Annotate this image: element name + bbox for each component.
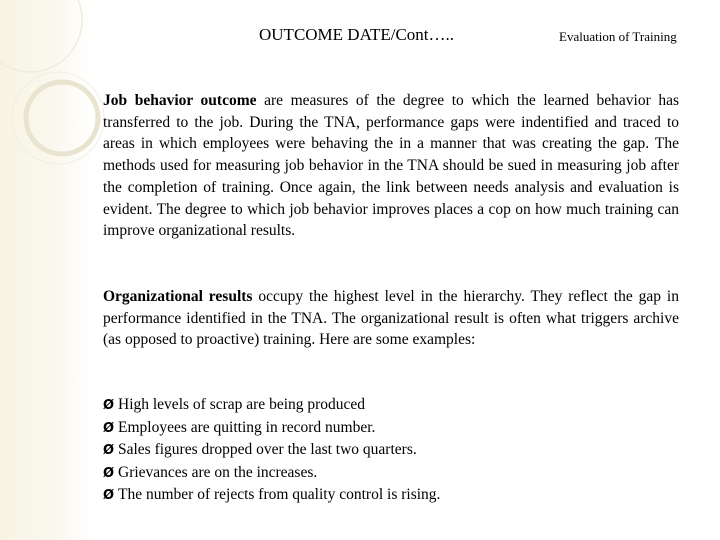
arrow-bullet-icon: Ø [103,420,115,436]
arrow-bullet-icon: Ø [103,443,115,458]
list-item [103,417,440,440]
job-behavior-term: Job behavior outcome [103,92,257,109]
list-item [103,462,440,485]
job-behavior-text: are measures of the degree to which the learned behavior has transferred to the job. During the TNA, performance gaps were indentified and traced to areas in which employees were behaving the in a manner that was creating the gap. The methods used for measuring job behavior in the TNA should be sued in measuring job after the completion of training. Once again, the link between needs analysis and evaluation is evident. The degree to which job behavior improves places a cop on how much training can improve organizational results. [103,92,679,240]
list-item [103,439,440,462]
list-item-text: The number of rejects from quality control is rising. [118,486,441,503]
organizational-results-paragraph [103,286,679,351]
page-title: OUTCOME DATE/Cont….. [259,25,455,44]
list-item-text: High levels of scrap are being produced [118,396,366,413]
list-item [103,484,440,507]
organizational-results-text: occupy the highest level in the hierarchy. They reflect the gap in performance identified in the TNA. The organizational result is often what triggers archive (as opposed to proactive) training. Here are some examples: [103,288,679,349]
arrow-bullet-icon: Ø [103,488,115,503]
list-item-text: Grievances are on the increases. [118,463,318,481]
list-item-text: Sales figures dropped over the last two quarters. [118,441,417,458]
examples-list [103,394,440,507]
list-item-text: Employees are quitting in record number. [118,418,376,436]
job-behavior-paragraph [103,90,679,242]
arrow-bullet-icon: Ø [103,465,115,481]
arrow-bullet-icon: Ø [103,398,115,413]
section-subtitle: Evaluation of Training [559,29,677,44]
list-item [103,394,440,417]
organizational-results-term: Organizational results [103,288,253,305]
